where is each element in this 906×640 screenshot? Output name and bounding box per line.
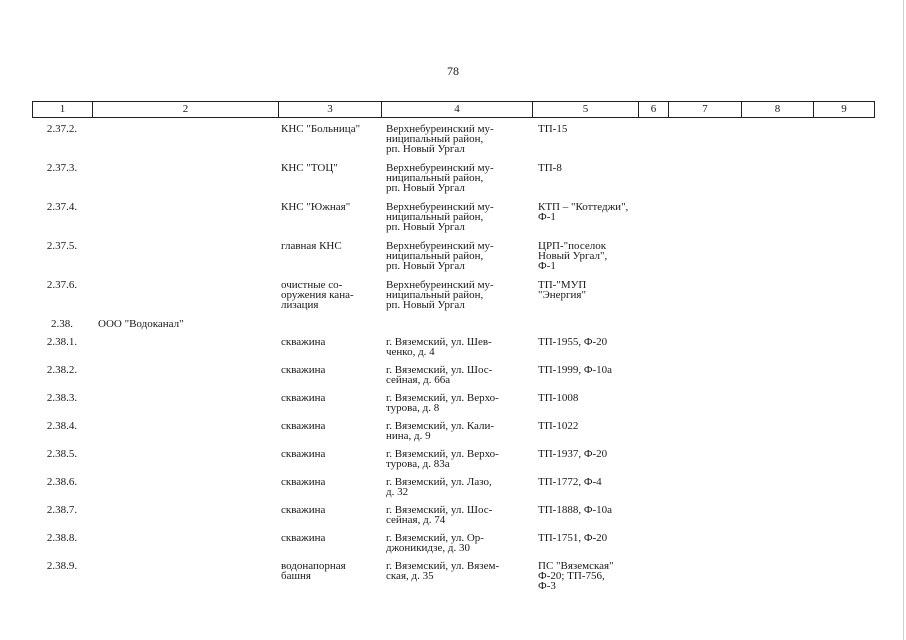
row-number: 2.38.6. xyxy=(46,476,78,488)
object-address: Верхнебуреинский му- ниципальный район, рп. Новый Ургал xyxy=(386,240,494,272)
row-number: 2.38. xyxy=(51,318,73,330)
object-name: скважина xyxy=(281,420,326,432)
column-header-1: 1 xyxy=(33,102,93,117)
object-name: скважина xyxy=(281,364,326,376)
object-name: главная КНС xyxy=(281,240,342,252)
row-number: 2.38.9. xyxy=(46,560,78,572)
object-address: Верхнебуреинский му- ниципальный район, рп. Новый Ургал xyxy=(386,201,494,233)
power-source: ТП-1888, Ф-10а xyxy=(538,504,613,516)
row-number: 2.38.3. xyxy=(46,392,78,404)
column-header-5: 5 xyxy=(533,102,639,117)
power-source: ТП-1955, Ф-20 xyxy=(538,336,608,348)
row-number: 2.37.3. xyxy=(46,162,78,174)
object-name: скважина xyxy=(281,476,326,488)
power-source: ТП-1022 xyxy=(538,420,579,432)
power-source: ТП-1999, Ф-10а xyxy=(538,364,613,376)
object-address: г. Вяземский, ул. Вязем- ская, д. 35 xyxy=(386,560,500,582)
object-name: скважина xyxy=(281,448,326,460)
page-edge-line xyxy=(903,0,904,640)
power-source: ТП-1937, Ф-20 xyxy=(538,448,608,460)
object-address: г. Вяземский, ул. Шос- сейная, д. 74 xyxy=(386,504,493,526)
object-address: г. Вяземский, ул. Ор- джоникидзе, д. 30 xyxy=(386,532,484,554)
object-name: скважина xyxy=(281,504,326,516)
column-header-6: 6 xyxy=(639,102,669,117)
column-header-7: 7 xyxy=(669,102,742,117)
object-address: г. Вяземский, ул. Шос- сейная, д. 66а xyxy=(386,364,493,386)
column-header-9: 9 xyxy=(841,103,847,115)
object-name: очистные со- оружения кана- лизация xyxy=(281,279,354,311)
row-number: 2.38.5. xyxy=(46,448,78,460)
organization-name: ООО "Водоканал" xyxy=(98,318,184,330)
power-source: ТП-"МУП "Энергия" xyxy=(538,279,587,301)
object-address: Верхнебуреинский му- ниципальный район, рп. Новый Ургал xyxy=(386,162,494,194)
object-address: Верхнебуреинский му- ниципальный район, рп. Новый Ургал xyxy=(386,279,494,311)
table-header-row xyxy=(32,101,875,118)
power-source: ЦРП-"поселок Новый Ургал", Ф-1 xyxy=(538,240,608,272)
column-header-4: 4 xyxy=(382,102,533,117)
object-name: скважина xyxy=(281,392,326,404)
row-number: 2.38.1. xyxy=(46,336,78,348)
power-source: КТП – "Коттеджи", Ф-1 xyxy=(538,201,629,223)
row-number: 2.37.4. xyxy=(46,201,78,213)
object-name: КНС "ТОЦ" xyxy=(281,162,338,174)
object-name: водонапорная башня xyxy=(281,560,346,582)
object-name: КНС "Больница" xyxy=(281,123,361,135)
page-number: 78 xyxy=(447,64,459,78)
column-header-8: 8 xyxy=(742,102,814,117)
column-header-2: 2 xyxy=(93,102,279,117)
power-source: ТП-8 xyxy=(538,162,562,174)
object-name: скважина xyxy=(281,532,326,544)
object-address: Верхнебуреинский му- ниципальный район, рп. Новый Ургал xyxy=(386,123,494,155)
power-source: ТП-1751, Ф-20 xyxy=(538,532,608,544)
row-number: 2.37.2. xyxy=(46,123,78,135)
row-number: 2.37.6. xyxy=(46,279,78,291)
object-address: г. Вяземский, ул. Верхо- турова, д. 83а xyxy=(386,448,499,470)
object-address: г. Вяземский, ул. Верхо- турова, д. 8 xyxy=(386,392,499,414)
power-source: ТП-15 xyxy=(538,123,568,135)
row-number: 2.38.4. xyxy=(46,420,78,432)
row-number: 2.37.5. xyxy=(46,240,78,252)
object-address: г. Вяземский, ул. Кали- нина, д. 9 xyxy=(386,420,495,442)
object-name: КНС "Южная" xyxy=(281,201,351,213)
row-number: 2.38.7. xyxy=(46,504,78,516)
object-address: г. Вяземский, ул. Лазо, д. 32 xyxy=(386,476,492,498)
row-number: 2.38.8. xyxy=(46,532,78,544)
object-name: скважина xyxy=(281,336,326,348)
power-source: ПС "Вяземская" Ф-20; ТП-756, Ф-3 xyxy=(538,560,614,592)
object-address: г. Вяземский, ул. Шев- ченко, д. 4 xyxy=(386,336,492,358)
column-header-3: 3 xyxy=(279,102,382,117)
power-source: ТП-1772, Ф-4 xyxy=(538,476,602,488)
row-number: 2.38.2. xyxy=(46,364,78,376)
power-source: ТП-1008 xyxy=(538,392,579,404)
